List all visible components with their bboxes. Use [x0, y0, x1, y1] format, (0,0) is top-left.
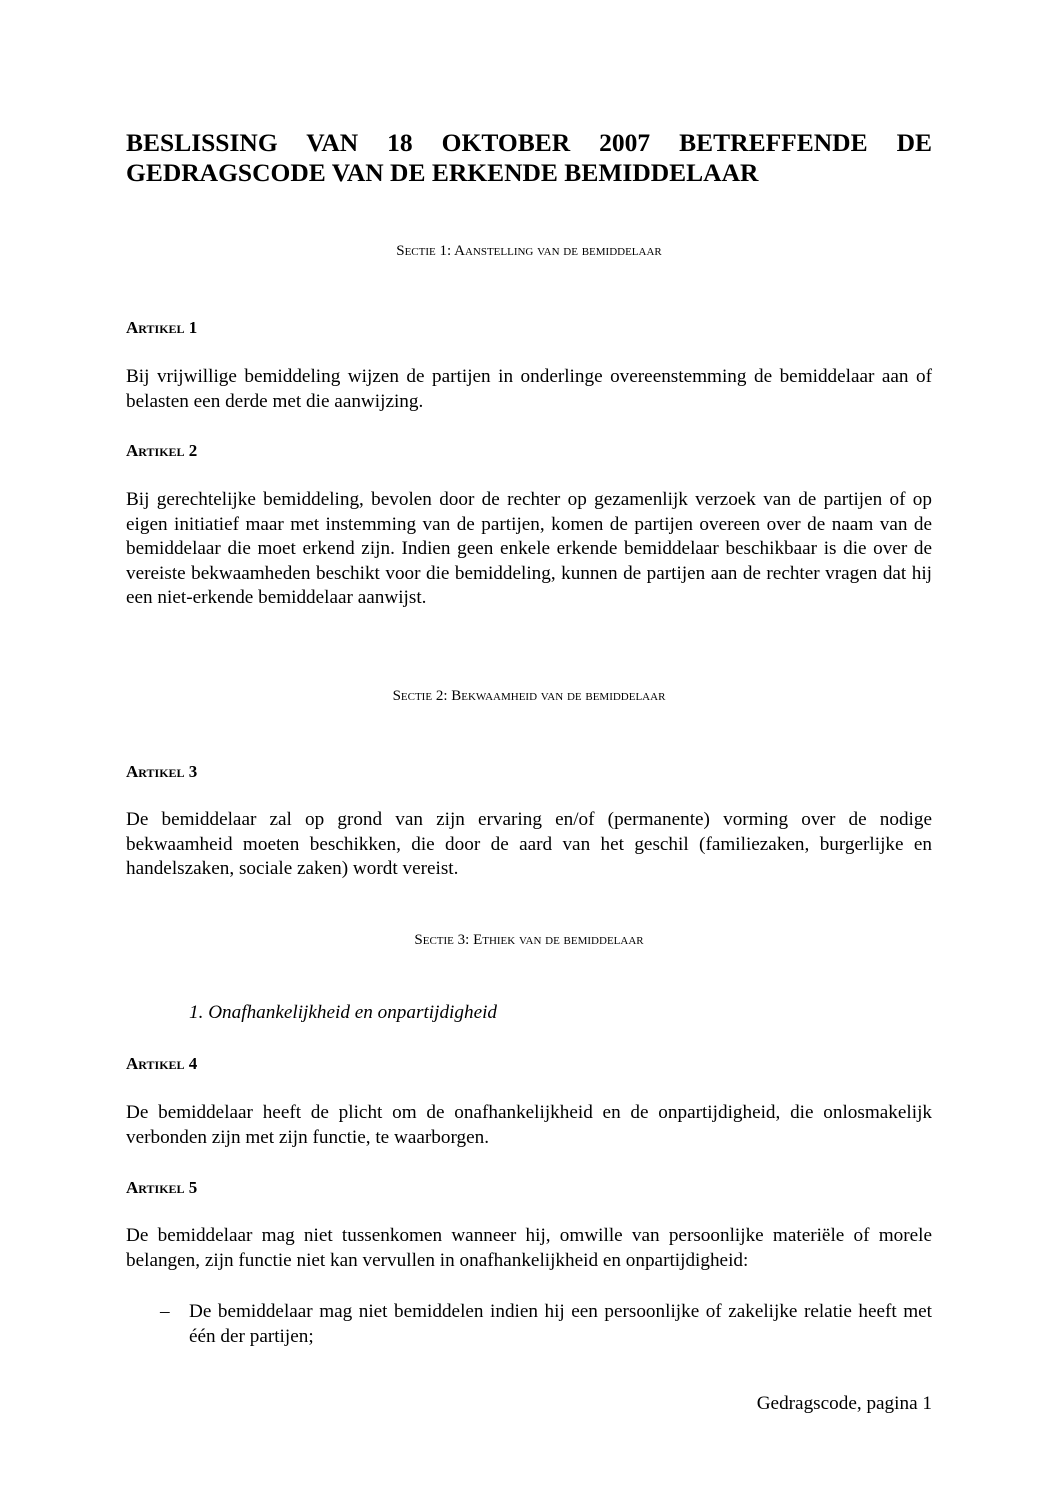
article-heading-3: Artikel 3: [126, 762, 198, 781]
subheading: 1. Onafhankelijkheid en onpartijdigheid: [189, 1002, 498, 1023]
article-text-2: Bij gerechtelijke bemiddeling, bevolen door de rechter op gezamenlijk verzoek van de partijen of op eigen initiatief maar met instemming van de partijen, komen de partijen overeen over de naam van de bemiddelaar die moet erkend zijn. Indien geen enkele erkende bemiddelaar beschikbaar is die over de vereiste bekwaamheden beschikt voor die bemiddeling, kunnen de partijen aan de rechter vragen dat hij een niet-erkende bemiddelaar aanwijst.: [126, 489, 932, 608]
dash-bullet: –: [160, 1301, 170, 1322]
section-prefix-sc: ectie: [404, 243, 436, 259]
section-number: 2:: [432, 688, 452, 704]
article-text-3: De bemiddelaar zal op grond van zijn ervaring en/of (permanente) vorming over de nodige bekwaamheid moeten beschikken, die door de aard van het geschil (familiezaken, burgerlijke en handelszaken, sociale zaken) wordt vereist.: [126, 809, 932, 879]
section-heading-1: [126, 243, 932, 260]
section-number: 3:: [453, 932, 474, 948]
article-heading-4: Artikel 4: [126, 1054, 198, 1073]
section-heading-3: [126, 932, 932, 949]
section-prefix-sc: ectie: [400, 688, 433, 704]
list-item-text: De bemiddelaar mag niet bemiddelen indien hij een persoonlijke of zakelijke relatie heeft met één der partijen;: [189, 1301, 932, 1347]
section-name-cap: B: [451, 688, 462, 704]
article-text-4: De bemiddelaar heeft de plicht om de onafhankelijkheid en de onpartijdigheid, die onlosmakelijk verbonden zijn met zijn functie, te waarborgen.: [126, 1102, 932, 1148]
document-title: BESLISSING VAN 18 OKTOBER 2007 BETREFFENDE DE GEDRAGSCODE VAN DE ERKENDE BEMIDDELAAR: [126, 128, 932, 187]
section-number: 1:: [435, 243, 455, 259]
section-prefix: S: [392, 688, 401, 704]
section-name-sc: anstelling van de bemiddelaar: [464, 243, 662, 259]
article-text-5: De bemiddelaar mag niet tussenkomen wanneer hij, omwille van persoonlijke materiële of morele belangen, zijn functie niet kan vervullen in onafhankelijkheid en onpartijdigheid:: [126, 1225, 932, 1271]
article-heading-2: Artikel 2: [126, 441, 198, 460]
section-prefix-sc: ectie: [422, 932, 454, 948]
section-name-sc: ekwaamheid van de bemiddelaar: [461, 688, 666, 704]
section-prefix: S: [396, 243, 405, 259]
section-name-cap: A: [454, 243, 465, 259]
section-name-cap: E: [473, 932, 483, 948]
section-heading-2: [126, 688, 932, 705]
article-heading-5: Artikel 5: [126, 1178, 198, 1197]
page-footer: Gedragscode, pagina 1: [756, 1393, 932, 1414]
article-text-1: Bij vrijwillige bemiddeling wijzen de partijen in onderlinge overeenstemming de bemiddelaar aan of belasten een derde met die aanwijzing.: [126, 366, 932, 412]
list-item: [126, 1300, 932, 1349]
article-heading-1: Artikel 1: [126, 318, 198, 337]
section-prefix: S: [414, 932, 423, 948]
section-name-sc: thiek van de bemiddelaar: [482, 932, 644, 948]
